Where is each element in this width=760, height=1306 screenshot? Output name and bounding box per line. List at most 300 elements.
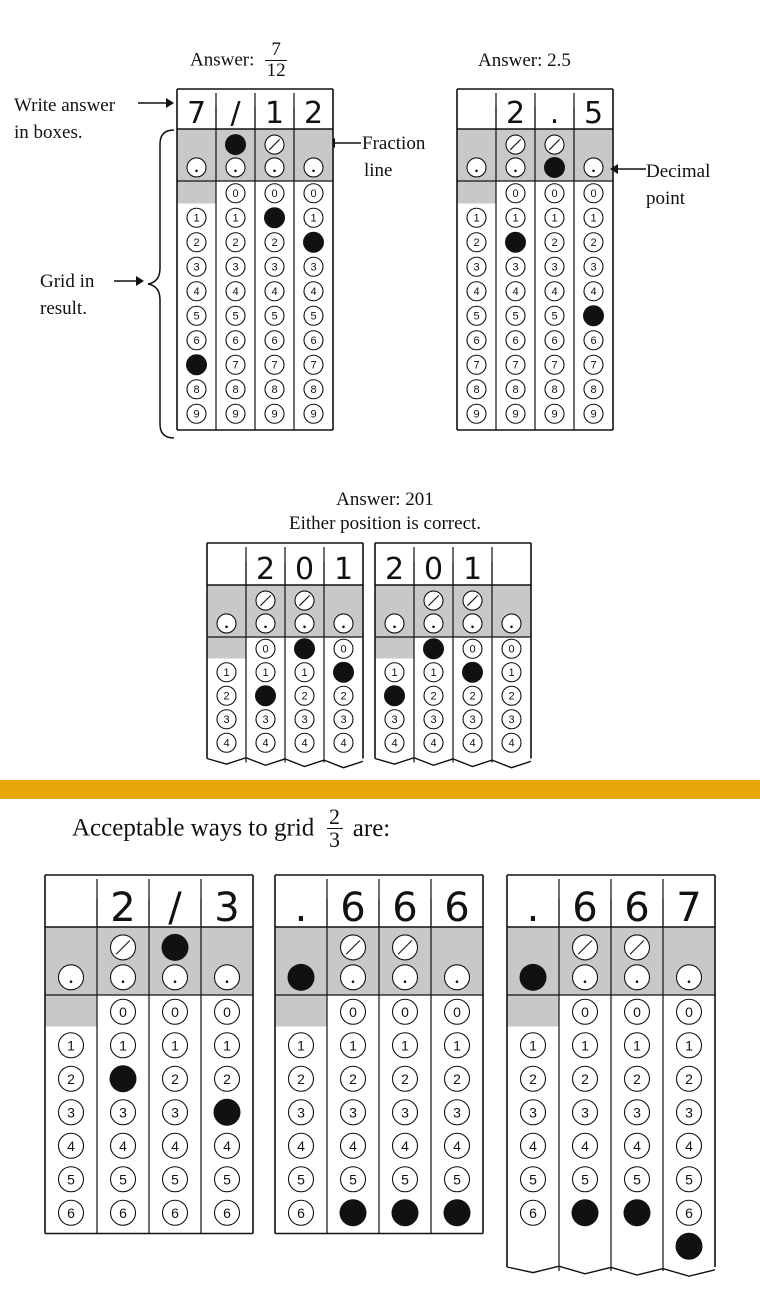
digit-bubble-1-label: 1 [473, 212, 480, 225]
digit-bubble-8-label: 8 [271, 384, 278, 397]
dot-bubble [393, 965, 418, 990]
write-answer-line1: Write answer [14, 95, 116, 116]
digit-bubble-4-label: 4 [67, 1137, 75, 1154]
dot-bubble [424, 614, 443, 633]
digit-bubble-6-label: 6 [551, 335, 558, 348]
digit-bubble-2-label: 2 [453, 1070, 461, 1087]
slash-bubble-filled [162, 934, 189, 961]
digit-bubble-1-label: 1 [301, 667, 308, 680]
denominator: 12 [266, 60, 286, 81]
digit-bubble-0-label: 0 [633, 1003, 641, 1020]
digit-bubble-7-filled [676, 1233, 703, 1260]
first-col-shade [207, 637, 246, 659]
digit-bubble-1-label: 1 [193, 212, 200, 225]
dot-bubble-dot [471, 626, 474, 629]
digit-bubble-3-label: 3 [529, 1104, 537, 1121]
digit-bubble-6-label: 6 [119, 1204, 127, 1221]
digit-bubble-0-label: 0 [590, 188, 597, 201]
digit-bubble-1-label: 1 [297, 1037, 305, 1054]
dot-bubble-dot [70, 980, 73, 983]
answer-box-1: / [230, 96, 241, 131]
first-col-shade [177, 181, 216, 204]
answer-box-0: 7 [186, 96, 207, 131]
digit-bubble-4-label: 4 [171, 1137, 179, 1154]
dot-bubble [677, 965, 702, 990]
dot-bubble [584, 158, 603, 177]
grid-201-left [206, 542, 364, 762]
digit-bubble-5-label: 5 [685, 1171, 693, 1188]
digit-bubble-1-label: 1 [349, 1037, 357, 1054]
digit-bubble-3-label: 3 [223, 714, 230, 727]
digit-bubble-6-filled [572, 1199, 599, 1226]
decimal-point-arrow-icon [610, 162, 646, 176]
digit-bubble-8-label: 8 [590, 384, 597, 397]
digit-bubble-2-label: 2 [171, 1070, 179, 1087]
grid-dot-666 [274, 874, 484, 1237]
digit-bubble-4-label: 4 [633, 1137, 641, 1154]
answer-201-caption [250, 488, 520, 536]
digit-bubble-2-label: 2 [232, 237, 239, 250]
digit-bubble-2-label: 2 [581, 1070, 589, 1087]
digit-bubble-4-label: 4 [391, 737, 398, 750]
answer-box-0: . [294, 885, 308, 931]
digit-bubble-3-label: 3 [340, 714, 347, 727]
digit-bubble-1-filled [462, 662, 483, 683]
answer-box-0: . [526, 885, 540, 931]
digit-bubble-1-label: 1 [430, 667, 437, 680]
dot-bubble-dot [393, 626, 396, 629]
digit-bubble-3-label: 3 [401, 1104, 409, 1121]
answer-box-1: 2 [255, 552, 276, 587]
digit-bubble-1-label: 1 [401, 1037, 409, 1054]
dot-bubble [111, 965, 136, 990]
grid-2-5 [456, 88, 614, 433]
digit-bubble-1-label: 1 [453, 1037, 461, 1054]
acceptable-suffix: are: [352, 814, 391, 842]
digit-bubble-5-label: 5 [171, 1171, 179, 1188]
answer-201-line2: Either position is correct. [288, 513, 482, 534]
digit-bubble-4-label: 4 [529, 1137, 537, 1154]
digit-bubble-4-label: 4 [223, 737, 230, 750]
digit-bubble-6-label: 6 [310, 335, 317, 348]
digit-bubble-6-label: 6 [529, 1204, 537, 1221]
digit-bubble-2-label: 2 [430, 690, 437, 703]
digit-bubble-0-label: 0 [171, 1003, 179, 1020]
digit-bubble-4-label: 4 [590, 286, 597, 299]
digit-bubble-0-label: 0 [223, 1003, 231, 1020]
dot-bubble [295, 614, 314, 633]
answer-label: Answer: [190, 49, 255, 71]
dot-bubble-dot [264, 626, 267, 629]
digit-bubble-0-filled [423, 638, 444, 659]
digit-bubble-0-label: 0 [262, 643, 269, 656]
digit-bubble-7-label: 7 [590, 359, 597, 372]
digit-bubble-1-filled [264, 207, 285, 228]
digit-bubble-1-label: 1 [67, 1037, 75, 1054]
answer-2-5-caption: Answer: 2.5 [478, 50, 571, 71]
dot-bubble [215, 965, 240, 990]
digit-bubble-5-label: 5 [310, 310, 317, 323]
answer-box-1: 0 [423, 552, 444, 587]
digit-bubble-7-label: 7 [512, 359, 519, 372]
digit-bubble-3-label: 3 [508, 714, 515, 727]
digit-bubble-2-label: 2 [508, 690, 515, 703]
dot-bubble [506, 158, 525, 177]
digit-bubble-4-label: 4 [401, 1137, 409, 1154]
curly-brace-icon [146, 128, 176, 440]
answer-box-1: 6 [572, 885, 598, 931]
decimal-line1: Decimal [646, 161, 711, 182]
dot-bubble-dot [174, 980, 177, 983]
digit-bubble-7-label: 7 [232, 359, 239, 372]
digit-bubble-4-label: 4 [469, 737, 476, 750]
answer-box-2: 0 [294, 552, 315, 587]
slash-bubble-filled [225, 134, 246, 155]
digit-bubble-4-label: 4 [223, 1137, 231, 1154]
digit-bubble-3-label: 3 [301, 714, 308, 727]
acceptable-ways-caption [72, 806, 390, 851]
digit-bubble-8-label: 8 [473, 384, 480, 397]
digit-bubble-6-label: 6 [232, 335, 239, 348]
digit-bubble-0-label: 0 [119, 1003, 127, 1020]
dot-bubble [265, 158, 284, 177]
dot-bubble-dot [404, 980, 407, 983]
grid-2-slash-3 [44, 874, 254, 1237]
digit-bubble-4-label: 4 [512, 286, 519, 299]
digit-bubble-2-filled [255, 685, 276, 706]
dot-bubble-filled [544, 157, 565, 178]
dot-bubble-dot [456, 980, 459, 983]
digit-bubble-8-label: 8 [551, 384, 558, 397]
digit-bubble-1-label: 1 [685, 1037, 693, 1054]
digit-bubble-9-label: 9 [232, 408, 239, 421]
digit-bubble-4-label: 4 [473, 286, 480, 299]
answer-box-3: 2 [303, 96, 324, 131]
digit-bubble-2-label: 2 [469, 690, 476, 703]
write-answer-annotation [14, 92, 115, 146]
digit-bubble-4-label: 4 [271, 286, 278, 299]
acceptable-label: Acceptable ways to grid [72, 814, 315, 842]
dot-bubble-dot [122, 980, 125, 983]
digit-bubble-5-label: 5 [223, 1171, 231, 1188]
numerator: 7 [271, 39, 281, 60]
first-col-shade [507, 995, 559, 1027]
digit-bubble-1-label: 1 [633, 1037, 641, 1054]
digit-bubble-3-label: 3 [391, 714, 398, 727]
dot-bubble [467, 158, 486, 177]
dot-bubble [385, 614, 404, 633]
digit-bubble-0-filled [294, 638, 315, 659]
digit-bubble-6-filled [444, 1199, 471, 1226]
dot-bubble-dot [312, 170, 315, 173]
dot-bubble [256, 614, 275, 633]
digit-bubble-2-label: 2 [67, 1070, 75, 1087]
dot-bubble [226, 158, 245, 177]
digit-bubble-0-label: 0 [551, 188, 558, 201]
digit-bubble-2-filled [303, 232, 324, 253]
answer-box-2: 1 [264, 96, 285, 131]
dot-bubble-dot [226, 980, 229, 983]
digit-bubble-3-label: 3 [310, 261, 317, 274]
digit-bubble-0-label: 0 [508, 643, 515, 656]
digit-bubble-6-label: 6 [297, 1204, 305, 1221]
answer-box-2: 1 [462, 552, 483, 587]
answer-201-line1: Answer: 201 [336, 489, 434, 510]
fraction-2-3 [327, 806, 343, 851]
digit-bubble-8-label: 8 [512, 384, 519, 397]
digit-bubble-5-label: 5 [473, 310, 480, 323]
answer-box-1: 6 [340, 885, 366, 931]
digit-bubble-9-label: 9 [473, 408, 480, 421]
decimal-point-annotation [646, 158, 710, 212]
first-col-shade [275, 995, 327, 1027]
digit-bubble-1-label: 1 [551, 212, 558, 225]
dot-bubble [334, 614, 353, 633]
digit-bubble-3-label: 3 [193, 261, 200, 274]
digit-bubble-6-filled [392, 1199, 419, 1226]
digit-bubble-2-filled [384, 685, 405, 706]
digit-bubble-9-label: 9 [512, 408, 519, 421]
digit-bubble-3-label: 3 [551, 261, 558, 274]
digit-bubble-5-label: 5 [633, 1171, 641, 1188]
digit-bubble-2-label: 2 [633, 1070, 641, 1087]
digit-bubble-4-label: 4 [453, 1137, 461, 1154]
section-divider [0, 780, 760, 799]
digit-bubble-6-label: 6 [171, 1204, 179, 1221]
digit-bubble-6-filled [624, 1199, 651, 1226]
digit-bubble-7-filled [186, 354, 207, 375]
fraction-7-12 [265, 40, 287, 81]
dot-bubble-dot [342, 626, 345, 629]
digit-bubble-4-label: 4 [297, 1137, 305, 1154]
denominator: 3 [329, 827, 341, 852]
digit-bubble-3-label: 3 [171, 1104, 179, 1121]
digit-bubble-4-label: 4 [340, 737, 347, 750]
dot-bubble-dot [514, 170, 517, 173]
grid-in-line1: Grid in [40, 271, 95, 292]
digit-bubble-6-label: 6 [193, 335, 200, 348]
digit-bubble-0-label: 0 [512, 188, 519, 201]
digit-bubble-2-label: 2 [529, 1070, 537, 1087]
answer-box-1: 2 [505, 96, 526, 131]
digit-bubble-2-label: 2 [223, 690, 230, 703]
digit-bubble-0-label: 0 [581, 1003, 589, 1020]
digit-bubble-9-label: 9 [551, 408, 558, 421]
digit-bubble-6-label: 6 [590, 335, 597, 348]
digit-bubble-3-label: 3 [271, 261, 278, 274]
digit-bubble-3-label: 3 [685, 1104, 693, 1121]
digit-bubble-4-label: 4 [508, 737, 515, 750]
dot-bubble-dot [510, 626, 513, 629]
answer-box-2: 6 [392, 885, 418, 931]
digit-bubble-4-label: 4 [551, 286, 558, 299]
digit-bubble-3-filled [214, 1099, 241, 1126]
digit-bubble-3-label: 3 [633, 1104, 641, 1121]
grid-in-arrow-icon [114, 274, 144, 288]
dot-bubble [304, 158, 323, 177]
dot-bubble-dot [688, 980, 691, 983]
grid-201-right [374, 542, 532, 762]
digit-bubble-1-label: 1 [232, 212, 239, 225]
first-col-shade [457, 181, 496, 204]
answer-box-3: 3 [214, 885, 240, 931]
dot-bubble [502, 614, 521, 633]
digit-bubble-0-label: 0 [310, 188, 317, 201]
answer-box-3: 6 [444, 885, 470, 931]
digit-bubble-5-label: 5 [551, 310, 558, 323]
digit-bubble-3-label: 3 [119, 1104, 127, 1121]
answer-box-0: 2 [384, 552, 405, 587]
dot-bubble-dot [225, 626, 228, 629]
digit-bubble-5-label: 5 [453, 1171, 461, 1188]
write-answer-arrow-icon [138, 96, 174, 110]
digit-bubble-3-label: 3 [581, 1104, 589, 1121]
digit-bubble-1-label: 1 [581, 1037, 589, 1054]
digit-bubble-1-label: 1 [512, 212, 519, 225]
digit-bubble-8-label: 8 [232, 384, 239, 397]
digit-bubble-6-filled [340, 1199, 367, 1226]
digit-bubble-2-label: 2 [685, 1070, 693, 1087]
dot-bubble-filled [288, 964, 315, 991]
digit-bubble-8-label: 8 [193, 384, 200, 397]
decimal-line2: point [646, 188, 686, 209]
digit-bubble-3-label: 3 [430, 714, 437, 727]
digit-bubble-2-filled [110, 1065, 137, 1092]
digit-bubble-4-label: 4 [310, 286, 317, 299]
digit-bubble-0-label: 0 [685, 1003, 693, 1020]
digit-bubble-3-label: 3 [232, 261, 239, 274]
digit-bubble-8-label: 8 [310, 384, 317, 397]
digit-bubble-5-label: 5 [119, 1171, 127, 1188]
digit-bubble-0-label: 0 [349, 1003, 357, 1020]
digit-bubble-4-label: 4 [581, 1137, 589, 1154]
digit-bubble-1-label: 1 [119, 1037, 127, 1054]
digit-bubble-6-label: 6 [685, 1204, 693, 1221]
dot-bubble-dot [352, 980, 355, 983]
digit-bubble-4-label: 4 [430, 737, 437, 750]
digit-bubble-1-label: 1 [529, 1037, 537, 1054]
digit-bubble-9-label: 9 [271, 408, 278, 421]
digit-bubble-1-label: 1 [171, 1037, 179, 1054]
answer-box-2: 6 [624, 885, 650, 931]
digit-bubble-3-label: 3 [349, 1104, 357, 1121]
dot-bubble-filled [520, 964, 547, 991]
digit-bubble-3-label: 3 [67, 1104, 75, 1121]
digit-bubble-2-label: 2 [301, 690, 308, 703]
digit-bubble-7-label: 7 [551, 359, 558, 372]
digit-bubble-0-label: 0 [232, 188, 239, 201]
answer-box-3: 5 [583, 96, 604, 131]
digit-bubble-0-label: 0 [271, 188, 278, 201]
digit-bubble-5-label: 5 [512, 310, 519, 323]
digit-bubble-5-label: 5 [67, 1171, 75, 1188]
digit-bubble-1-label: 1 [310, 212, 317, 225]
digit-bubble-7-label: 7 [271, 359, 278, 372]
digit-bubble-3-label: 3 [297, 1104, 305, 1121]
digit-bubble-0-label: 0 [340, 643, 347, 656]
dot-bubble [341, 965, 366, 990]
digit-bubble-6-label: 6 [67, 1204, 75, 1221]
grid-7-12 [176, 88, 334, 433]
answer-box-3: 7 [676, 885, 702, 931]
digit-bubble-5-label: 5 [349, 1171, 357, 1188]
digit-bubble-4-label: 4 [685, 1137, 693, 1154]
dot-bubble [445, 965, 470, 990]
digit-bubble-9-label: 9 [590, 408, 597, 421]
digit-bubble-2-label: 2 [590, 237, 597, 250]
digit-bubble-2-label: 2 [271, 237, 278, 250]
digit-bubble-4-label: 4 [119, 1137, 127, 1154]
write-answer-line2: in boxes. [14, 122, 83, 143]
digit-bubble-4-label: 4 [232, 286, 239, 299]
grid-in-annotation [40, 268, 94, 322]
digit-bubble-3-label: 3 [262, 714, 269, 727]
digit-bubble-2-label: 2 [401, 1070, 409, 1087]
digit-bubble-0-label: 0 [469, 643, 476, 656]
dot-bubble-dot [234, 170, 237, 173]
grid-dot-667 [506, 874, 716, 1270]
digit-bubble-6-label: 6 [271, 335, 278, 348]
digit-bubble-2-label: 2 [551, 237, 558, 250]
numerator: 2 [329, 804, 341, 829]
digit-bubble-0-label: 0 [453, 1003, 461, 1020]
digit-bubble-2-label: 2 [297, 1070, 305, 1087]
digit-bubble-6-label: 6 [223, 1204, 231, 1221]
digit-bubble-1-filled [333, 662, 354, 683]
dot-bubble [187, 158, 206, 177]
dot-bubble [463, 614, 482, 633]
grid-in-line2: result. [40, 298, 87, 319]
digit-bubble-4-label: 4 [193, 286, 200, 299]
dot-bubble-dot [592, 170, 595, 173]
digit-bubble-4-label: 4 [349, 1137, 357, 1154]
answer-box-1: 2 [110, 885, 136, 931]
digit-bubble-1-label: 1 [391, 667, 398, 680]
digit-bubble-2-label: 2 [193, 237, 200, 250]
digit-bubble-3-label: 3 [453, 1104, 461, 1121]
digit-bubble-1-label: 1 [590, 212, 597, 225]
digit-bubble-1-label: 1 [508, 667, 515, 680]
dot-bubble [573, 965, 598, 990]
dot-bubble [59, 965, 84, 990]
digit-bubble-1-label: 1 [223, 667, 230, 680]
digit-bubble-5-label: 5 [529, 1171, 537, 1188]
digit-bubble-4-label: 4 [262, 737, 269, 750]
digit-bubble-7-label: 7 [473, 359, 480, 372]
digit-bubble-5-label: 5 [271, 310, 278, 323]
dot-bubble-dot [273, 170, 276, 173]
digit-bubble-3-label: 3 [512, 261, 519, 274]
digit-bubble-4-label: 4 [301, 737, 308, 750]
fraction-line-line2: line [364, 160, 393, 181]
digit-bubble-0-label: 0 [401, 1003, 409, 1020]
dot-bubble [625, 965, 650, 990]
digit-bubble-2-filled [505, 232, 526, 253]
digit-bubble-5-label: 5 [193, 310, 200, 323]
digit-bubble-1-label: 1 [262, 667, 269, 680]
dot-bubble-dot [432, 626, 435, 629]
first-col-shade [375, 637, 414, 659]
digit-bubble-7-label: 7 [310, 359, 317, 372]
dot-bubble-dot [475, 170, 478, 173]
digit-bubble-2-label: 2 [340, 690, 347, 703]
digit-bubble-6-label: 6 [512, 335, 519, 348]
dot-bubble-dot [195, 170, 198, 173]
digit-bubble-5-label: 5 [297, 1171, 305, 1188]
dot-bubble-dot [584, 980, 587, 983]
digit-bubble-3-label: 3 [590, 261, 597, 274]
digit-bubble-2-label: 2 [223, 1070, 231, 1087]
